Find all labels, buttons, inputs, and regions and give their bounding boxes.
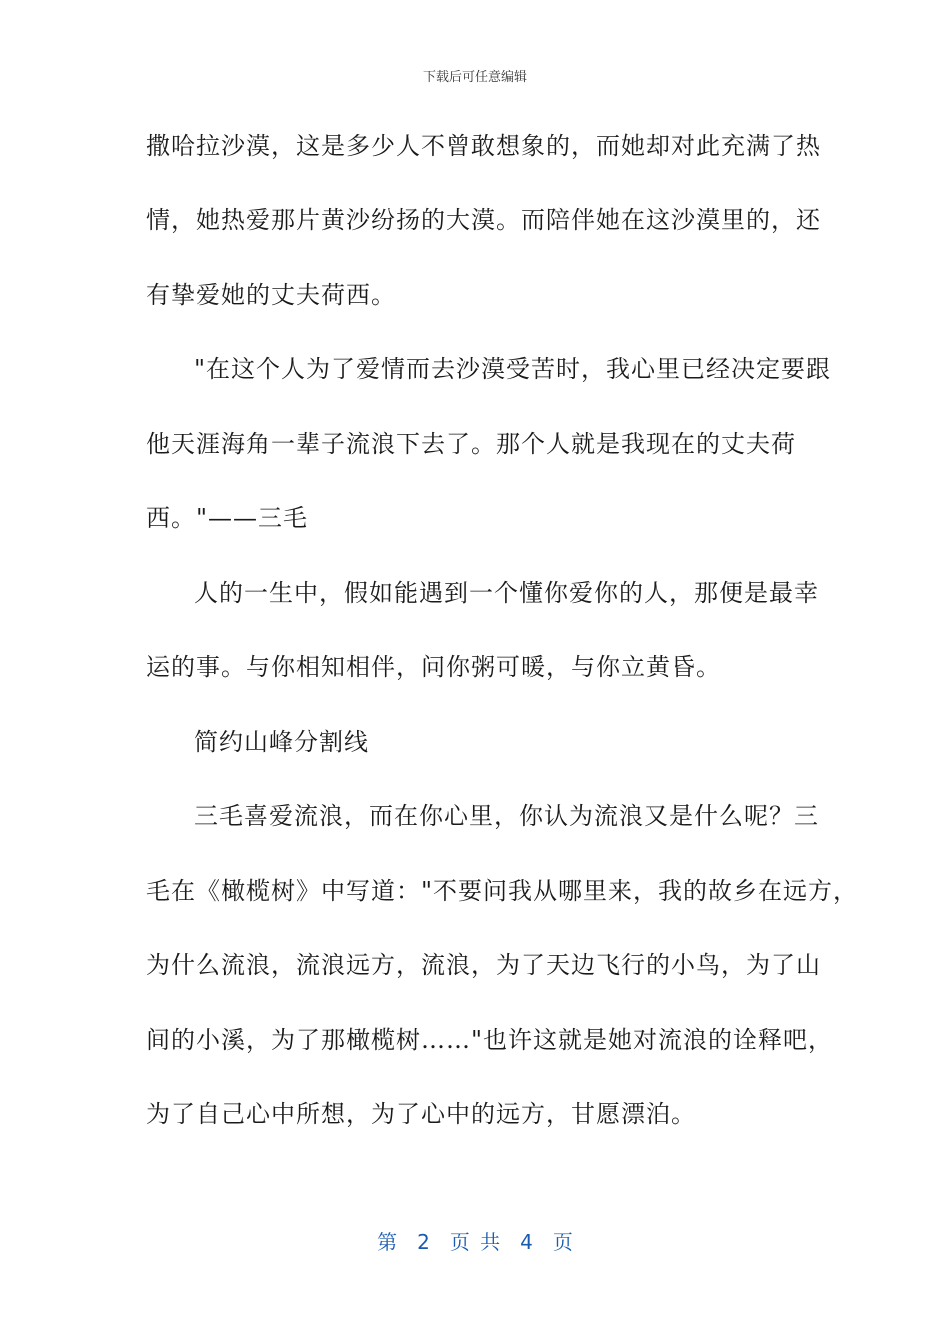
text-line: "在这个人为了爱情而去沙漠受苦时，我心里已经决定要跟 [194,355,832,383]
page-header: 下载后可任意编辑 [422,70,527,85]
footer-page-label: 第 [377,1230,398,1254]
text-line: 人的一生中，假如能遇到一个懂你爱你的人，那便是最幸 [194,579,819,607]
text-line: 西。"——三毛 [146,504,309,532]
footer-total-prefix: 页 共 [449,1230,501,1254]
footer-current-page: 2 [417,1230,430,1254]
text-line: 为什么流浪，流浪远方，流浪，为了天边飞行的小鸟，为了山 [146,951,821,979]
text-line: 毛在《橄榄树》中写道："不要问我从哪里来，我的故乡在远方， [146,877,859,905]
footer-total-suffix: 页 [552,1230,573,1254]
text-line: 情，她热爱那片黄沙纷扬的大漠。而陪伴她在这沙漠里的，还 [146,206,821,234]
text-line: 三毛喜爱流浪，而在你心里，你认为流浪又是什么呢？三 [194,802,819,830]
text-line: 为了自己心中所想，为了心中的远方，甘愿漂泊。 [146,1100,696,1128]
footer-total-pages: 4 [520,1230,533,1254]
text-line: 运的事。与你相知相伴，问你粥可暖，与你立黄昏。 [146,653,721,681]
text-line: 间的小溪，为了那橄榄树……"也许这就是她对流浪的诠释吧， [146,1026,834,1054]
text-line: 有挚爱她的丈夫荷西。 [146,281,396,309]
section-divider-label: 简约山峰分割线 [194,728,369,756]
text-line: 撒哈拉沙漠，这是多少人不曾敢想象的，而她却对此充满了热 [146,132,821,160]
page-footer [0,1226,950,1255]
text-line: 他天涯海角一辈子流浪下去了。那个人就是我现在的丈夫荷 [146,430,796,458]
